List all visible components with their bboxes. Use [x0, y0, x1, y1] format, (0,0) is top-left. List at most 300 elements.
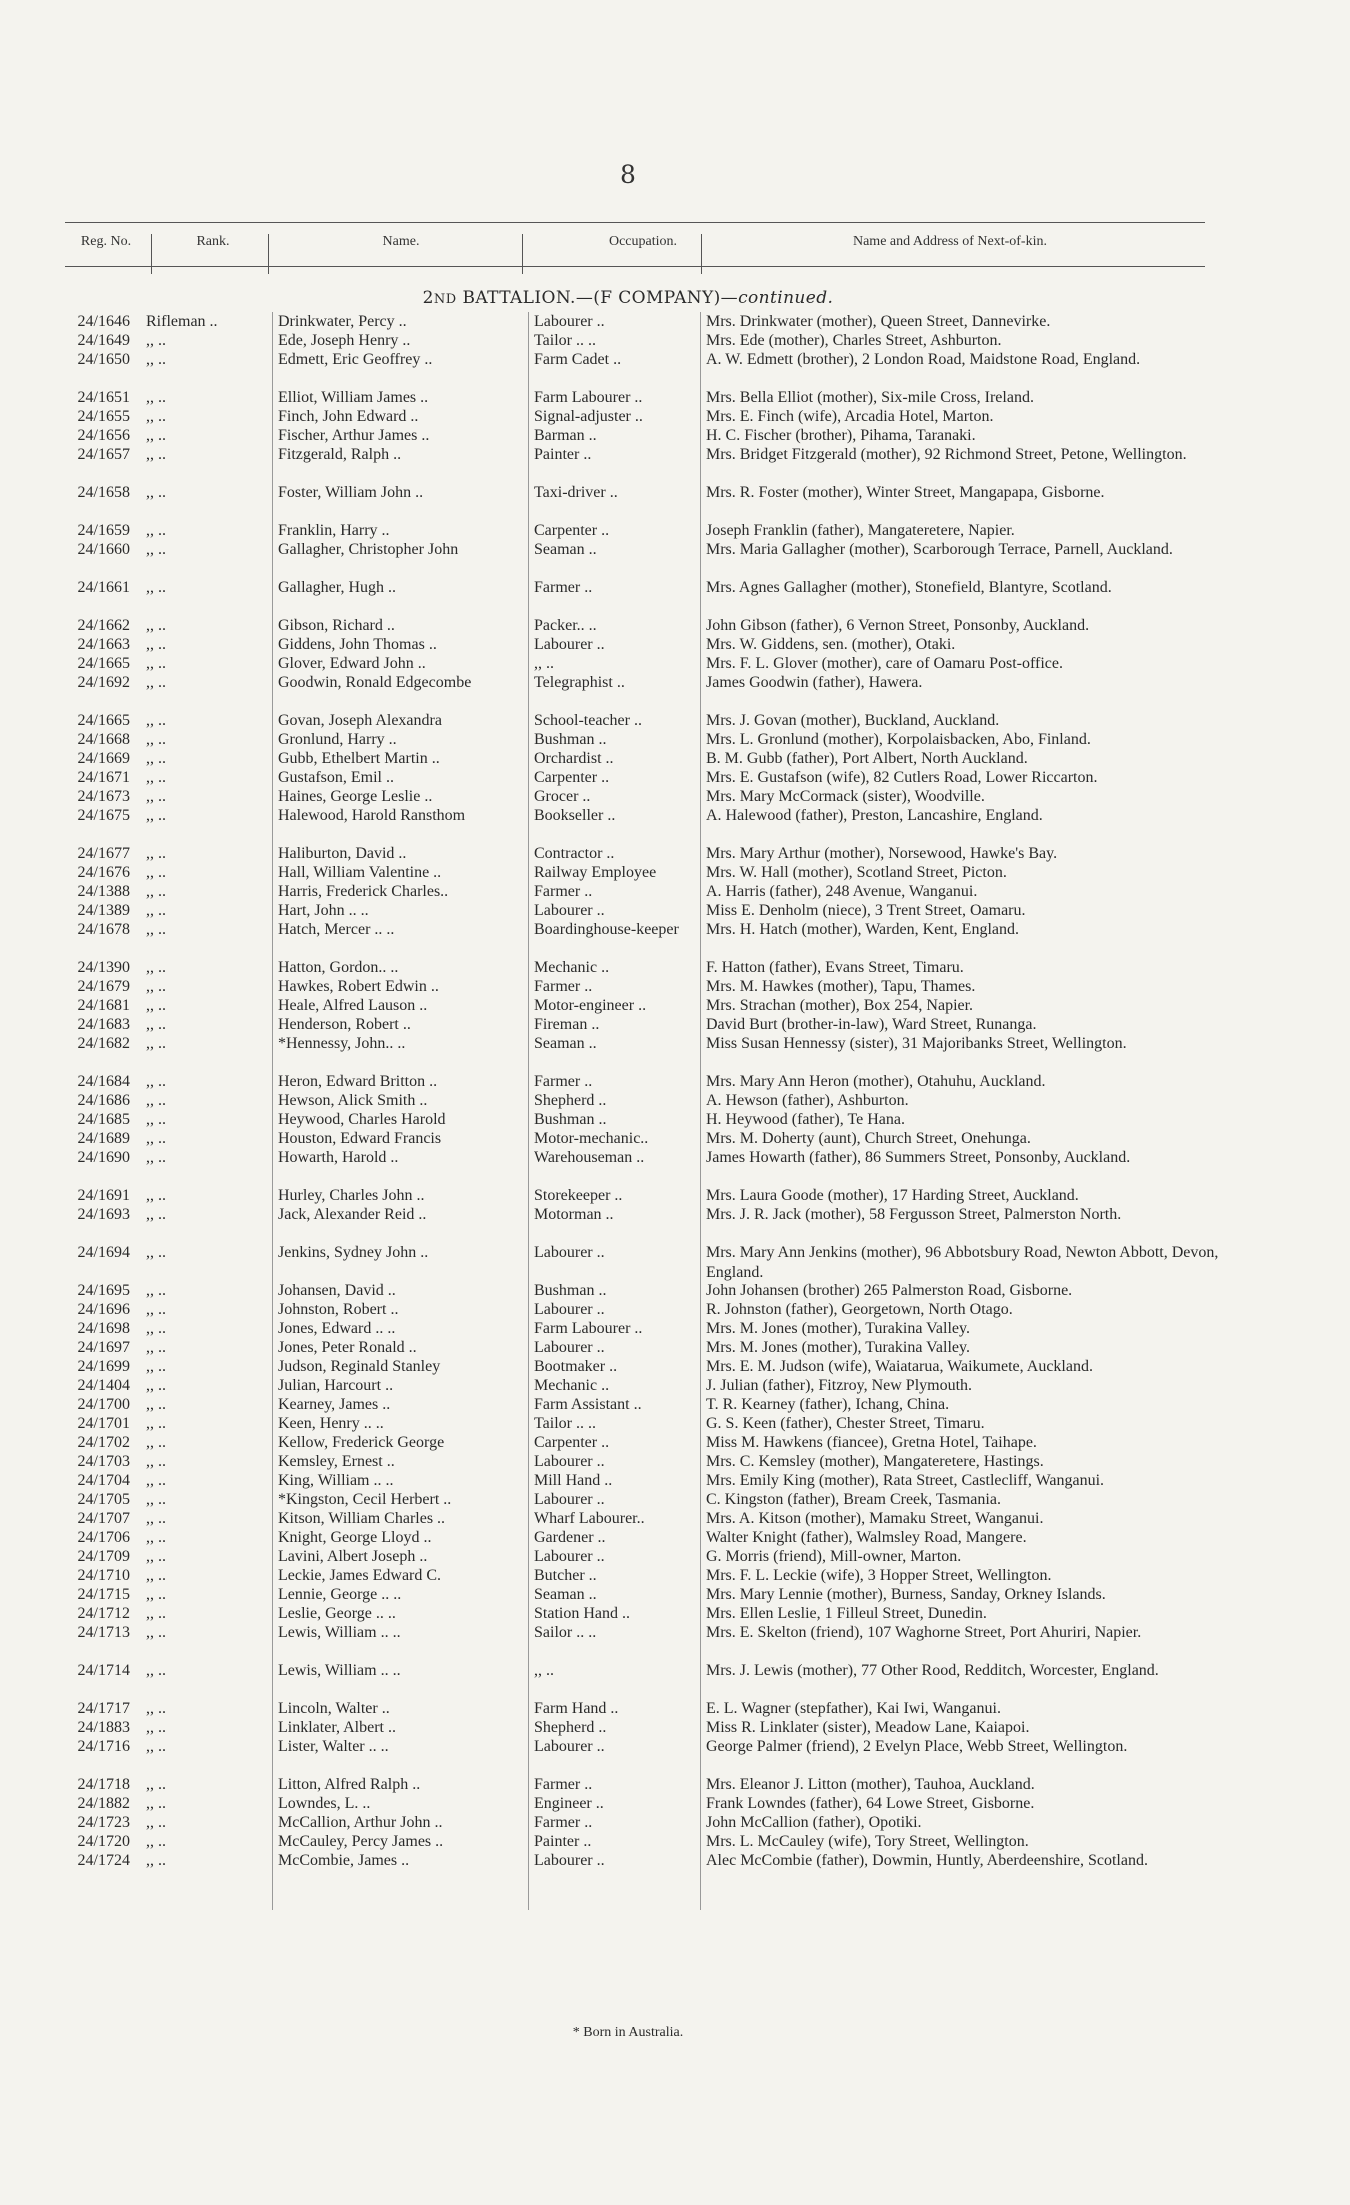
next-of-kin-cell: F. Hatton (father), Evans Street, Timaru.	[706, 959, 964, 976]
name-cell: Gustafson, Emil ..	[278, 769, 394, 786]
name-cell: Harris, Frederick Charles..	[278, 883, 449, 900]
reg-number-cell: 24/1694	[77, 1244, 130, 1261]
rank-cell: ,, ..	[146, 655, 166, 672]
name-cell: Julian, Harcourt ..	[278, 1377, 394, 1394]
occupation-cell: Painter ..	[534, 446, 592, 463]
occupation-cell: Warehouseman ..	[534, 1149, 645, 1166]
next-of-kin-cell: John Johansen (brother) 265 Palmerston Road, Gisborne.	[706, 1282, 1073, 1299]
reg-number-cell: 24/1676	[77, 864, 130, 881]
occupation-cell: Bootmaker ..	[534, 1358, 618, 1375]
rank-cell: ,, ..	[146, 959, 166, 976]
rank-cell: ,, ..	[146, 1320, 166, 1337]
next-of-kin-cell: A. W. Edmett (brother), 2 London Road, Maidstone Road, England.	[706, 351, 1141, 368]
occupation-cell: Station Hand ..	[534, 1605, 630, 1622]
page-number: 8	[620, 160, 636, 189]
name-cell: *Kingston, Cecil Herbert ..	[278, 1491, 452, 1508]
next-of-kin-cell: Mrs. Ellen Leslie, 1 Filleul Street, Dunedin.	[706, 1605, 987, 1622]
occupation-cell: Labourer ..	[534, 313, 605, 330]
reg-number-cell: 24/1723	[77, 1814, 130, 1831]
name-cell: Hewson, Alick Smith ..	[278, 1092, 428, 1109]
name-cell: Haliburton, David ..	[278, 845, 407, 862]
rank-cell: ,, ..	[146, 351, 166, 368]
name-cell: Gibson, Richard ..	[278, 617, 395, 634]
next-of-kin-cell: Mrs. A. Kitson (mother), Mamaku Street, Wanganui.	[706, 1510, 1044, 1527]
rank-cell: ,, ..	[146, 1301, 166, 1318]
name-cell: Jones, Peter Ronald ..	[278, 1339, 417, 1356]
occupation-cell: Farmer ..	[534, 978, 593, 995]
occupation-cell: Taxi-driver ..	[534, 484, 618, 501]
next-of-kin-cell: Mrs. E. M. Judson (wife), Waiatarua, Waikumete, Auckland.	[706, 1358, 1093, 1375]
occupation-cell: Labourer ..	[534, 1301, 605, 1318]
name-cell: Halewood, Harold Ransthom	[278, 807, 466, 824]
reg-number-cell: 24/1660	[77, 541, 130, 558]
header-rank: Rank.	[196, 234, 230, 249]
section-continued: continued.	[738, 288, 834, 308]
reg-number-cell: 24/1700	[77, 1396, 130, 1413]
reg-number-cell: 24/1649	[77, 332, 130, 349]
reg-number-cell: 24/1662	[77, 617, 130, 634]
reg-number-cell: 24/1389	[77, 902, 130, 919]
reg-number-cell: 24/1695	[77, 1282, 130, 1299]
reg-number-cell: 24/1724	[77, 1852, 130, 1869]
occupation-cell: Railway Employee	[534, 864, 657, 881]
rank-cell: ,, ..	[146, 1282, 166, 1299]
reg-number-cell: 24/1655	[77, 408, 130, 425]
occupation-cell: Fireman ..	[534, 1016, 600, 1033]
next-of-kin-cell: A. Hewson (father), Ashburton.	[706, 1092, 909, 1109]
name-cell: Kellow, Frederick George	[278, 1434, 445, 1451]
occupation-cell: Gardener ..	[534, 1529, 606, 1546]
reg-number-cell: 24/1646	[77, 313, 130, 330]
occupation-cell: Mechanic ..	[534, 1377, 610, 1394]
reg-number-cell: 24/1665	[77, 712, 130, 729]
next-of-kin-cell: R. Johnston (father), Georgetown, North Otago.	[706, 1301, 1013, 1318]
header-occupation: Occupation.	[608, 234, 678, 249]
rank-cell: ,, ..	[146, 1035, 166, 1052]
section-prefix: 2	[422, 288, 434, 308]
reg-number-cell: 24/1714	[77, 1662, 130, 1679]
name-cell: Finch, John Edward ..	[278, 408, 419, 425]
name-cell: *Hennessy, John.. ..	[278, 1035, 406, 1052]
next-of-kin-cell: Mrs. Ede (mother), Charles Street, Ashburton.	[706, 332, 1002, 349]
reg-number-cell: 24/1690	[77, 1149, 130, 1166]
occupation-cell: Sailor .. ..	[534, 1624, 597, 1641]
reg-number-cell: 24/1650	[77, 351, 130, 368]
next-of-kin-cell: Mrs. F. L. Glover (mother), care of Oamaru Post-office.	[706, 655, 1063, 672]
rank-cell: ,, ..	[146, 1415, 166, 1432]
next-of-kin-cell: J. Julian (father), Fitzroy, New Plymouth.	[706, 1377, 973, 1394]
rank-cell: ,, ..	[146, 1092, 166, 1109]
reg-number-cell: 24/1689	[77, 1130, 130, 1147]
name-cell: Lavini, Albert Joseph ..	[278, 1548, 428, 1565]
name-cell: Fischer, Arthur James ..	[278, 427, 430, 444]
name-cell: Fitzgerald, Ralph ..	[278, 446, 402, 463]
next-of-kin-cell: Mrs. Agnes Gallagher (mother), Stonefield, Blantyre, Scotland.	[706, 579, 1112, 596]
occupation-cell: Mechanic ..	[534, 959, 610, 976]
occupation-cell: ,, ..	[534, 1662, 554, 1679]
name-cell: Gronlund, Harry ..	[278, 731, 397, 748]
reg-number-cell: 24/1677	[77, 845, 130, 862]
reg-number-cell: 24/1703	[77, 1453, 130, 1470]
next-of-kin-cell: Mrs. H. Hatch (mother), Warden, Kent, England.	[706, 921, 1019, 938]
reg-number-cell: 24/1705	[77, 1491, 130, 1508]
next-of-kin-cell: Mrs. Emily King (mother), Rata Street, Castlecliff, Wanganui.	[706, 1472, 1105, 1489]
rank-cell: ,, ..	[146, 446, 166, 463]
reg-number-cell: 24/1710	[77, 1567, 130, 1584]
next-of-kin-cell: Miss E. Denholm (niece), 3 Trent Street, Oamaru.	[706, 902, 1026, 919]
occupation-cell: Bushman ..	[534, 1111, 607, 1128]
reg-number-cell: 24/1663	[77, 636, 130, 653]
rank-cell: Rifleman ..	[146, 313, 218, 330]
occupation-cell: Shepherd ..	[534, 1092, 607, 1109]
occupation-cell: Motorman ..	[534, 1206, 614, 1223]
next-of-kin-cell: Mrs. Mary McCormack (sister), Woodville.	[706, 788, 985, 805]
name-cell: Hall, William Valentine ..	[278, 864, 442, 881]
name-cell: Lister, Walter .. ..	[278, 1738, 389, 1755]
rank-cell: ,, ..	[146, 1852, 166, 1869]
occupation-cell: Motor-mechanic..	[534, 1130, 649, 1147]
reg-number-cell: 24/1665	[77, 655, 130, 672]
header-name: Name.	[382, 234, 420, 249]
occupation-cell: Storekeeper ..	[534, 1187, 623, 1204]
occupation-cell: Signal-adjuster ..	[534, 408, 643, 425]
header-next-of-kin: Name and Address of Next-of-kin.	[852, 234, 1047, 249]
occupation-cell: Barman ..	[534, 427, 597, 444]
next-of-kin-cell: Mrs. M. Doherty (aunt), Church Street, Onehunga.	[706, 1130, 1031, 1147]
name-cell: Johnston, Robert ..	[278, 1301, 399, 1318]
reg-number-cell: 24/1717	[77, 1700, 130, 1717]
occupation-cell: Labourer ..	[534, 1339, 605, 1356]
name-cell: Judson, Reginald Stanley	[278, 1358, 441, 1375]
rank-cell: ,, ..	[146, 1624, 166, 1641]
rank-cell: ,, ..	[146, 674, 166, 691]
reg-number-cell: 24/1704	[77, 1472, 130, 1489]
reg-number-cell: 24/1693	[77, 1206, 130, 1223]
reg-number-cell: 24/1388	[77, 883, 130, 900]
reg-number-cell: 24/1675	[77, 807, 130, 824]
name-cell: Glover, Edward John ..	[278, 655, 426, 672]
next-of-kin-cell: Alec McCombie (father), Dowmin, Huntly, Aberdeenshire, Scotland.	[706, 1852, 1148, 1869]
rank-cell: ,, ..	[146, 845, 166, 862]
rank-cell: ,, ..	[146, 522, 166, 539]
name-cell: Houston, Edward Francis	[278, 1130, 442, 1147]
next-of-kin-cell: Mrs. Mary Ann Heron (mother), Otahuhu, Auckland.	[706, 1073, 1046, 1090]
occupation-cell: Motor-engineer ..	[534, 997, 647, 1014]
rank-cell: ,, ..	[146, 1149, 166, 1166]
section-suffix: ND	[433, 292, 457, 307]
rank-cell: ,, ..	[146, 1605, 166, 1622]
reg-number-cell: 24/1707	[77, 1510, 130, 1527]
next-of-kin-cell: E. L. Wagner (stepfather), Kai Iwi, Wanganui.	[706, 1700, 1001, 1717]
occupation-cell: Farm Labourer ..	[534, 1320, 643, 1337]
occupation-cell: Labourer ..	[534, 1244, 605, 1261]
occupation-cell: Boardinghouse-keeper	[534, 921, 679, 938]
next-of-kin-cell: Mrs. M. Hawkes (mother), Tapu, Thames.	[706, 978, 976, 995]
next-of-kin-cell: John McCallion (father), Opotiki.	[706, 1814, 922, 1831]
reg-number-cell: 24/1682	[77, 1035, 130, 1052]
next-of-kin-cell: Mrs. J. Govan (mother), Buckland, Auckland.	[706, 712, 1000, 729]
rank-cell: ,, ..	[146, 389, 166, 406]
occupation-cell: Bookseller ..	[534, 807, 616, 824]
next-of-kin-cell: G. S. Keen (father), Chester Street, Timaru.	[706, 1415, 985, 1432]
reg-number-cell: 24/1673	[77, 788, 130, 805]
next-of-kin-cell: John Gibson (father), 6 Vernon Street, Ponsonby, Auckland.	[706, 617, 1090, 634]
reg-number-cell: 24/1698	[77, 1320, 130, 1337]
name-cell: Jenkins, Sydney John ..	[278, 1244, 429, 1261]
name-cell: Haines, George Leslie ..	[278, 788, 433, 805]
occupation-cell: Farmer ..	[534, 883, 593, 900]
rank-cell: ,, ..	[146, 636, 166, 653]
header-reg-no: Reg. No.	[80, 234, 132, 249]
occupation-cell: Mill Hand ..	[534, 1472, 613, 1489]
name-cell: Heywood, Charles Harold	[278, 1111, 446, 1128]
name-cell: Giddens, John Thomas ..	[278, 636, 437, 653]
rank-cell: ,, ..	[146, 579, 166, 596]
rank-cell: ,, ..	[146, 1073, 166, 1090]
next-of-kin-cell: Mrs. E. Finch (wife), Arcadia Hotel, Marton.	[706, 408, 994, 425]
occupation-cell: Labourer ..	[534, 1548, 605, 1565]
rank-cell: ,, ..	[146, 902, 166, 919]
occupation-cell: Carpenter ..	[534, 522, 610, 539]
next-of-kin-cell: Mrs. Bridget Fitzgerald (mother), 92 Richmond Street, Petone, Wellington.	[706, 446, 1187, 463]
next-of-kin-cell: Mrs. Laura Goode (mother), 17 Harding Street, Auckland.	[706, 1187, 1079, 1204]
name-cell: Ede, Joseph Henry ..	[278, 332, 411, 349]
next-of-kin-cell: Mrs. L. Gronlund (mother), Korpolaisbacken, Abo, Finland.	[706, 731, 1091, 748]
occupation-cell: Carpenter ..	[534, 769, 610, 786]
occupation-cell: Tailor .. ..	[534, 1415, 596, 1432]
next-of-kin-cell: Walter Knight (father), Walmsley Road, Mangere.	[706, 1529, 1027, 1546]
rank-cell: ,, ..	[146, 1187, 166, 1204]
occupation-cell: Tailor .. ..	[534, 332, 596, 349]
reg-number-cell: 24/1692	[77, 674, 130, 691]
rank-cell: ,, ..	[146, 1719, 166, 1736]
next-of-kin-cell: James Howarth (father), 86 Summers Street, Ponsonby, Auckland.	[706, 1149, 1131, 1166]
reg-number-cell: 24/1671	[77, 769, 130, 786]
reg-number-cell: 24/1883	[77, 1719, 130, 1736]
occupation-cell: Labourer ..	[534, 1738, 605, 1755]
name-cell: Heron, Edward Britton ..	[278, 1073, 438, 1090]
occupation-cell: School-teacher ..	[534, 712, 642, 729]
reg-number-cell: 24/1709	[77, 1548, 130, 1565]
occupation-cell: Farm Cadet ..	[534, 351, 622, 368]
next-of-kin-cell: Mrs. Mary Ann Jenkins (mother), 96 Abbotsbury Road, Newton Abbott, Devon, England.	[706, 1244, 1219, 1281]
name-cell: Keen, Henry .. ..	[278, 1415, 384, 1432]
name-cell: Gallagher, Hugh ..	[278, 579, 396, 596]
rank-cell: ,, ..	[146, 1738, 166, 1755]
name-cell: Hatch, Mercer .. ..	[278, 921, 395, 938]
next-of-kin-cell: Joseph Franklin (father), Mangateretere, Napier.	[706, 522, 1015, 539]
next-of-kin-cell: G. Morris (friend), Mill-owner, Marton.	[706, 1548, 962, 1565]
name-cell: Foster, William John ..	[278, 484, 424, 501]
rank-cell: ,, ..	[146, 1453, 166, 1470]
rank-cell: ,, ..	[146, 788, 166, 805]
next-of-kin-cell: Mrs. Eleanor J. Litton (mother), Tauhoa, Auckland.	[706, 1776, 1035, 1793]
name-cell: King, William .. ..	[278, 1472, 394, 1489]
occupation-cell: Farmer ..	[534, 1776, 593, 1793]
rank-cell: ,, ..	[146, 1795, 166, 1812]
next-of-kin-cell: Mrs. J. Lewis (mother), 77 Other Rood, Redditch, Worcester, England.	[706, 1662, 1159, 1679]
next-of-kin-cell: Miss Susan Hennessy (sister), 31 Majoribanks Street, Wellington.	[706, 1035, 1127, 1052]
reg-number-cell: 24/1679	[77, 978, 130, 995]
rank-cell: ,, ..	[146, 769, 166, 786]
reg-number-cell: 24/1882	[77, 1795, 130, 1812]
occupation-cell: Labourer ..	[534, 902, 605, 919]
next-of-kin-cell: Mrs. M. Jones (mother), Turakina Valley.	[706, 1320, 970, 1337]
rank-cell: ,, ..	[146, 408, 166, 425]
next-of-kin-cell: Mrs. Drinkwater (mother), Queen Street, Dannevirke.	[706, 313, 1051, 330]
next-of-kin-cell: Mrs. E. Skelton (friend), 107 Waghorne Street, Port Ahuriri, Napier.	[706, 1624, 1142, 1641]
name-cell: Kearney, James ..	[278, 1396, 391, 1413]
next-of-kin-cell: Mrs. C. Kemsley (mother), Mangateretere, Hastings.	[706, 1453, 1044, 1470]
reg-number-cell: 24/1685	[77, 1111, 130, 1128]
next-of-kin-cell: Miss M. Hawkens (fiancee), Gretna Hotel, Taihape.	[706, 1434, 1037, 1451]
reg-number-cell: 24/1657	[77, 446, 130, 463]
name-cell: Drinkwater, Percy ..	[278, 313, 407, 330]
next-of-kin-cell: Mrs. Strachan (mother), Box 254, Napier.	[706, 997, 974, 1014]
name-cell: Goodwin, Ronald Edgecombe	[278, 674, 472, 691]
occupation-cell: Painter ..	[534, 1833, 592, 1850]
rank-cell: ,, ..	[146, 427, 166, 444]
occupation-cell: Farmer ..	[534, 1814, 593, 1831]
rank-cell: ,, ..	[146, 1244, 166, 1261]
name-cell: Jones, Edward .. ..	[278, 1320, 396, 1337]
next-of-kin-cell: Mrs. J. R. Jack (mother), 58 Fergusson Street, Palmerston North.	[706, 1206, 1122, 1223]
next-of-kin-cell: A. Harris (father), 248 Avenue, Wanganui.	[706, 883, 978, 900]
next-of-kin-cell: A. Halewood (father), Preston, Lancashire, England.	[706, 807, 1043, 824]
occupation-cell: Labourer ..	[534, 1852, 605, 1869]
rank-cell: ,, ..	[146, 864, 166, 881]
rank-cell: ,, ..	[146, 1206, 166, 1223]
rank-cell: ,, ..	[146, 731, 166, 748]
rank-cell: ,, ..	[146, 1567, 166, 1584]
rank-cell: ,, ..	[146, 978, 166, 995]
name-cell: Franklin, Harry ..	[278, 522, 390, 539]
next-of-kin-cell: Mrs. W. Hall (mother), Scotland Street, Picton.	[706, 864, 1007, 881]
rank-cell: ,, ..	[146, 1111, 166, 1128]
reg-number-cell: 24/1697	[77, 1339, 130, 1356]
name-cell: Govan, Joseph Alexandra	[278, 712, 442, 729]
occupation-cell: Contractor ..	[534, 845, 615, 862]
reg-number-cell: 24/1668	[77, 731, 130, 748]
next-of-kin-cell: T. R. Kearney (father), Ichang, China.	[706, 1396, 950, 1413]
reg-number-cell: 24/1390	[77, 959, 130, 976]
name-cell: Leckie, James Edward C.	[278, 1567, 442, 1584]
name-cell: Howarth, Harold ..	[278, 1149, 399, 1166]
occupation-cell: Carpenter ..	[534, 1434, 610, 1451]
occupation-cell: Butcher ..	[534, 1567, 597, 1584]
next-of-kin-cell: David Burt (brother-in-law), Ward Street, Runanga.	[706, 1016, 1037, 1033]
name-cell: Kemsley, Ernest ..	[278, 1453, 395, 1470]
name-cell: Lincoln, Walter ..	[278, 1700, 390, 1717]
occupation-cell: Labourer ..	[534, 636, 605, 653]
reg-number-cell: 24/1686	[77, 1092, 130, 1109]
reg-number-cell: 24/1718	[77, 1776, 130, 1793]
name-cell: Gubb, Ethelbert Martin ..	[278, 750, 440, 767]
reg-number-cell: 24/1699	[77, 1358, 130, 1375]
name-cell: Edmett, Eric Geoffrey ..	[278, 351, 433, 368]
reg-number-cell: 24/1716	[77, 1738, 130, 1755]
occupation-cell: Wharf Labourer..	[534, 1510, 645, 1527]
reg-number-cell: 24/1715	[77, 1586, 130, 1603]
reg-number-cell: 24/1684	[77, 1073, 130, 1090]
reg-number-cell: 24/1712	[77, 1605, 130, 1622]
rank-cell: ,, ..	[146, 1491, 166, 1508]
name-cell: Hatton, Gordon.. ..	[278, 959, 399, 976]
rank-cell: ,, ..	[146, 750, 166, 767]
next-of-kin-cell: Mrs. M. Jones (mother), Turakina Valley.	[706, 1339, 970, 1356]
name-cell: Gallagher, Christopher John	[278, 541, 459, 558]
rank-cell: ,, ..	[146, 1662, 166, 1679]
next-of-kin-cell: Miss R. Linklater (sister), Meadow Lane, Kaiapoi.	[706, 1719, 1030, 1736]
name-cell: Litton, Alfred Ralph ..	[278, 1776, 421, 1793]
next-of-kin-cell: C. Kingston (father), Bream Creek, Tasmania.	[706, 1491, 1001, 1508]
rank-cell: ,, ..	[146, 1339, 166, 1356]
occupation-cell: Shepherd ..	[534, 1719, 607, 1736]
name-cell: Kitson, William Charles ..	[278, 1510, 446, 1527]
next-of-kin-cell: Mrs. L. McCauley (wife), Tory Street, Wellington.	[706, 1833, 1029, 1850]
next-of-kin-cell: B. M. Gubb (father), Port Albert, North Auckland.	[706, 750, 1028, 767]
reg-number-cell: 24/1713	[77, 1624, 130, 1641]
next-of-kin-cell: Mrs. W. Giddens, sen. (mother), Otaki.	[706, 636, 956, 653]
rank-cell: ,, ..	[146, 1833, 166, 1850]
rank-cell: ,, ..	[146, 997, 166, 1014]
rank-cell: ,, ..	[146, 1472, 166, 1489]
rank-cell: ,, ..	[146, 807, 166, 824]
occupation-cell: Packer.. ..	[534, 617, 597, 634]
reg-number-cell: 24/1678	[77, 921, 130, 938]
name-cell: Heale, Alfred Lauson ..	[278, 997, 428, 1014]
reg-number-cell: 24/1683	[77, 1016, 130, 1033]
reg-number-cell: 24/1702	[77, 1434, 130, 1451]
occupation-cell: Seaman ..	[534, 1586, 597, 1603]
occupation-cell: Farmer ..	[534, 579, 593, 596]
occupation-cell: Farm Assistant ..	[534, 1396, 642, 1413]
rank-cell: ,, ..	[146, 1016, 166, 1033]
occupation-cell: Labourer ..	[534, 1491, 605, 1508]
name-cell: Leslie, George .. ..	[278, 1605, 396, 1622]
next-of-kin-cell: Mrs. F. L. Leckie (wife), 3 Hopper Street, Wellington.	[706, 1567, 1052, 1584]
rank-cell: ,, ..	[146, 332, 166, 349]
rank-cell: ,, ..	[146, 712, 166, 729]
rank-cell: ,, ..	[146, 617, 166, 634]
occupation-cell: Bushman ..	[534, 1282, 607, 1299]
next-of-kin-cell: Mrs. Mary Lennie (mother), Burness, Sanday, Orkney Islands.	[706, 1586, 1106, 1603]
name-cell: Lewis, William .. ..	[278, 1624, 401, 1641]
name-cell: Hart, John .. ..	[278, 902, 369, 919]
reg-number-cell: 24/1651	[77, 389, 130, 406]
rank-cell: ,, ..	[146, 1396, 166, 1413]
reg-number-cell: 24/1404	[77, 1377, 130, 1394]
reg-number-cell: 24/1656	[77, 427, 130, 444]
name-cell: Hurley, Charles John ..	[278, 1187, 425, 1204]
reg-number-cell: 24/1691	[77, 1187, 130, 1204]
reg-number-cell: 24/1659	[77, 522, 130, 539]
occupation-cell: Engineer ..	[534, 1795, 604, 1812]
reg-number-cell: 24/1701	[77, 1415, 130, 1432]
occupation-cell: Seaman ..	[534, 541, 597, 558]
next-of-kin-cell: Frank Lowndes (father), 64 Lowe Street, Gisborne.	[706, 1795, 1035, 1812]
occupation-cell: Farm Labourer ..	[534, 389, 643, 406]
occupation-cell: Bushman ..	[534, 731, 607, 748]
next-of-kin-cell: Mrs. Mary Arthur (mother), Norsewood, Hawke's Bay.	[706, 845, 1058, 862]
footnote: * Born in Australia.	[572, 2025, 684, 2040]
rank-cell: ,, ..	[146, 1130, 166, 1147]
name-cell: Lennie, George .. ..	[278, 1586, 402, 1603]
name-cell: McCauley, Percy James ..	[278, 1833, 444, 1850]
next-of-kin-cell: George Palmer (friend), 2 Evelyn Place, Webb Street, Wellington.	[706, 1738, 1128, 1755]
name-cell: Knight, George Lloyd ..	[278, 1529, 432, 1546]
rank-cell: ,, ..	[146, 1586, 166, 1603]
